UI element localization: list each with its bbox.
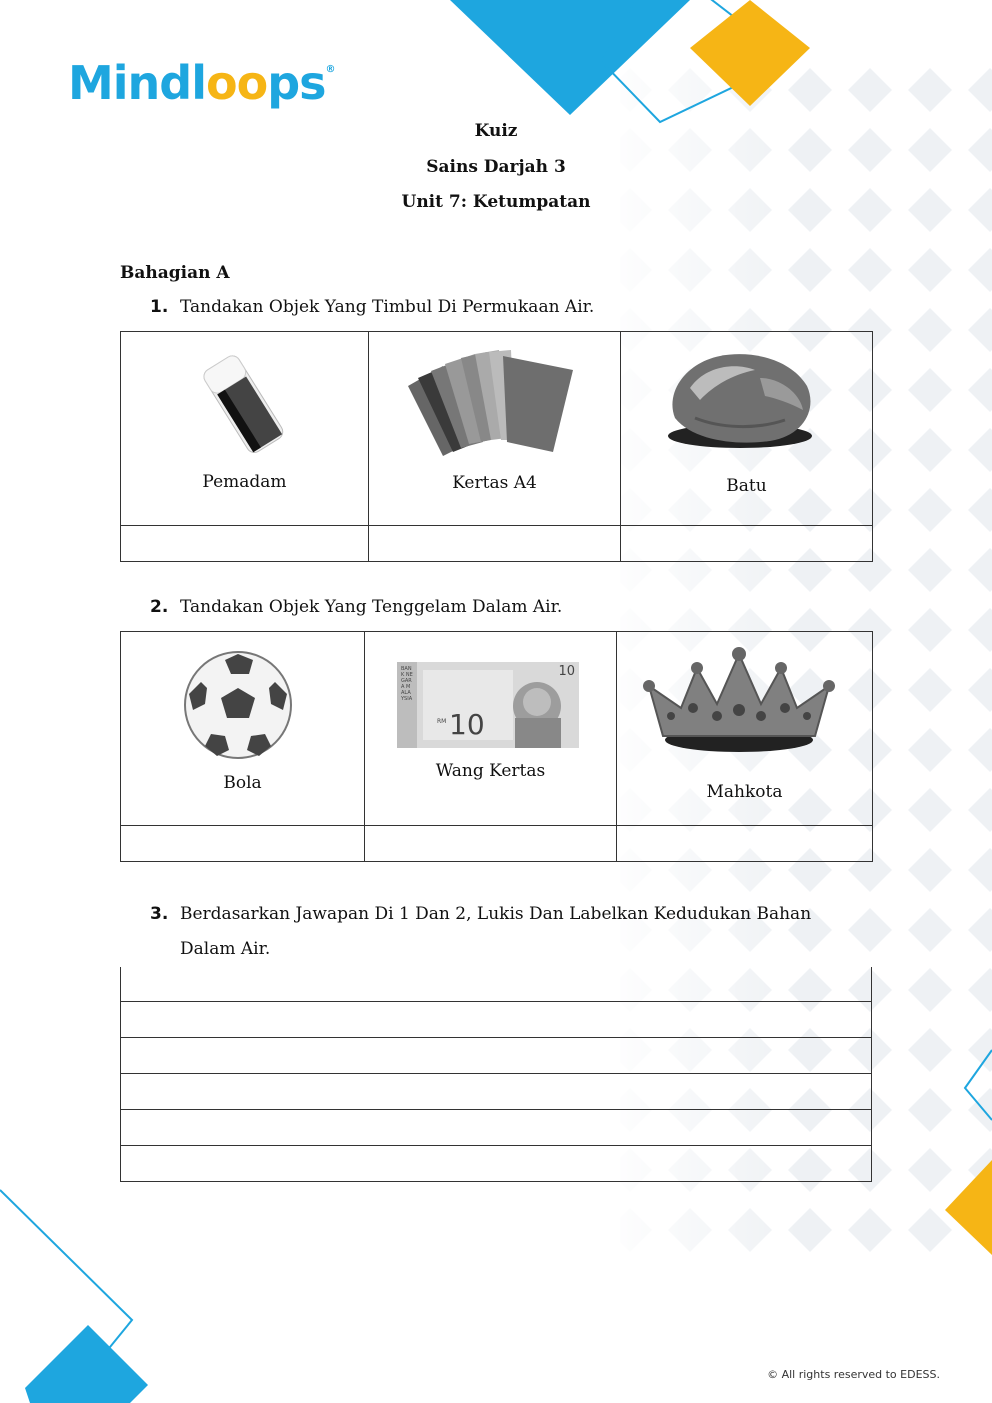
item-label: Wang Kertas bbox=[435, 761, 546, 781]
item-cell-banknote bbox=[365, 632, 617, 826]
question-number: 2. bbox=[150, 597, 169, 617]
eraser-icon bbox=[191, 344, 301, 454]
quiz-title: Kuiz bbox=[474, 121, 518, 141]
question-2 bbox=[150, 597, 562, 617]
item-cell-eraser bbox=[121, 332, 369, 526]
item-label: Kertas A4 bbox=[452, 473, 537, 493]
question-3 bbox=[150, 897, 870, 967]
answer-box[interactable] bbox=[369, 526, 621, 562]
banknote-currency: RM bbox=[437, 718, 447, 725]
item-cell-rock bbox=[621, 332, 873, 526]
question-text: Tandakan Objek Yang Timbul Di Permukaan Air. bbox=[180, 297, 595, 317]
question-number: 1. bbox=[150, 297, 169, 317]
writing-line bbox=[121, 1073, 871, 1074]
crown-icon bbox=[641, 646, 837, 756]
copyright-footer: © All rights reserved to EDESS. bbox=[767, 1368, 940, 1381]
answer-box[interactable] bbox=[617, 826, 873, 862]
item-label: Mahkota bbox=[706, 782, 783, 802]
item-cell-paper bbox=[369, 332, 621, 526]
question-text: Tandakan Objek Yang Tenggelam Dalam Air. bbox=[180, 597, 563, 617]
drawing-area[interactable] bbox=[120, 967, 872, 1182]
question-2-table bbox=[120, 631, 873, 862]
item-label: Bola bbox=[223, 773, 262, 793]
subject-title: Sains Darjah 3 bbox=[426, 157, 566, 177]
writing-line bbox=[121, 1109, 871, 1110]
item-cell-crown bbox=[617, 632, 873, 826]
writing-line bbox=[121, 1037, 871, 1038]
question-1 bbox=[150, 297, 594, 317]
unit-title: Unit 7: Ketumpatan bbox=[401, 192, 591, 212]
answer-box[interactable] bbox=[121, 826, 365, 862]
writing-line bbox=[121, 1145, 871, 1146]
question-number: 3. bbox=[150, 904, 169, 924]
mindloops-logo: Mindloops® bbox=[68, 56, 335, 110]
question-1-table bbox=[120, 331, 873, 562]
banknote-bank-text: BANK NEGARA MALAYSIA bbox=[401, 666, 413, 702]
item-label: Pemadam bbox=[202, 472, 287, 492]
answer-box[interactable] bbox=[621, 526, 873, 562]
soccer-ball-icon bbox=[183, 650, 293, 760]
section-label: Bahagian A bbox=[120, 263, 230, 283]
question-text: Berdasarkan Jawapan Di 1 Dan 2, Lukis Dan Labelkan Kedudukan Bahan Dalam Air. bbox=[180, 904, 812, 959]
paper-stack-icon bbox=[403, 346, 573, 456]
item-label: Batu bbox=[726, 476, 767, 496]
item-cell-ball bbox=[121, 632, 365, 826]
rock-icon bbox=[665, 348, 815, 448]
banknote-denomination-corner: 10 bbox=[558, 664, 575, 679]
banknote-denomination: 10 bbox=[449, 708, 485, 741]
answer-box[interactable] bbox=[121, 526, 369, 562]
answer-box[interactable] bbox=[365, 826, 617, 862]
writing-line bbox=[121, 1001, 871, 1002]
